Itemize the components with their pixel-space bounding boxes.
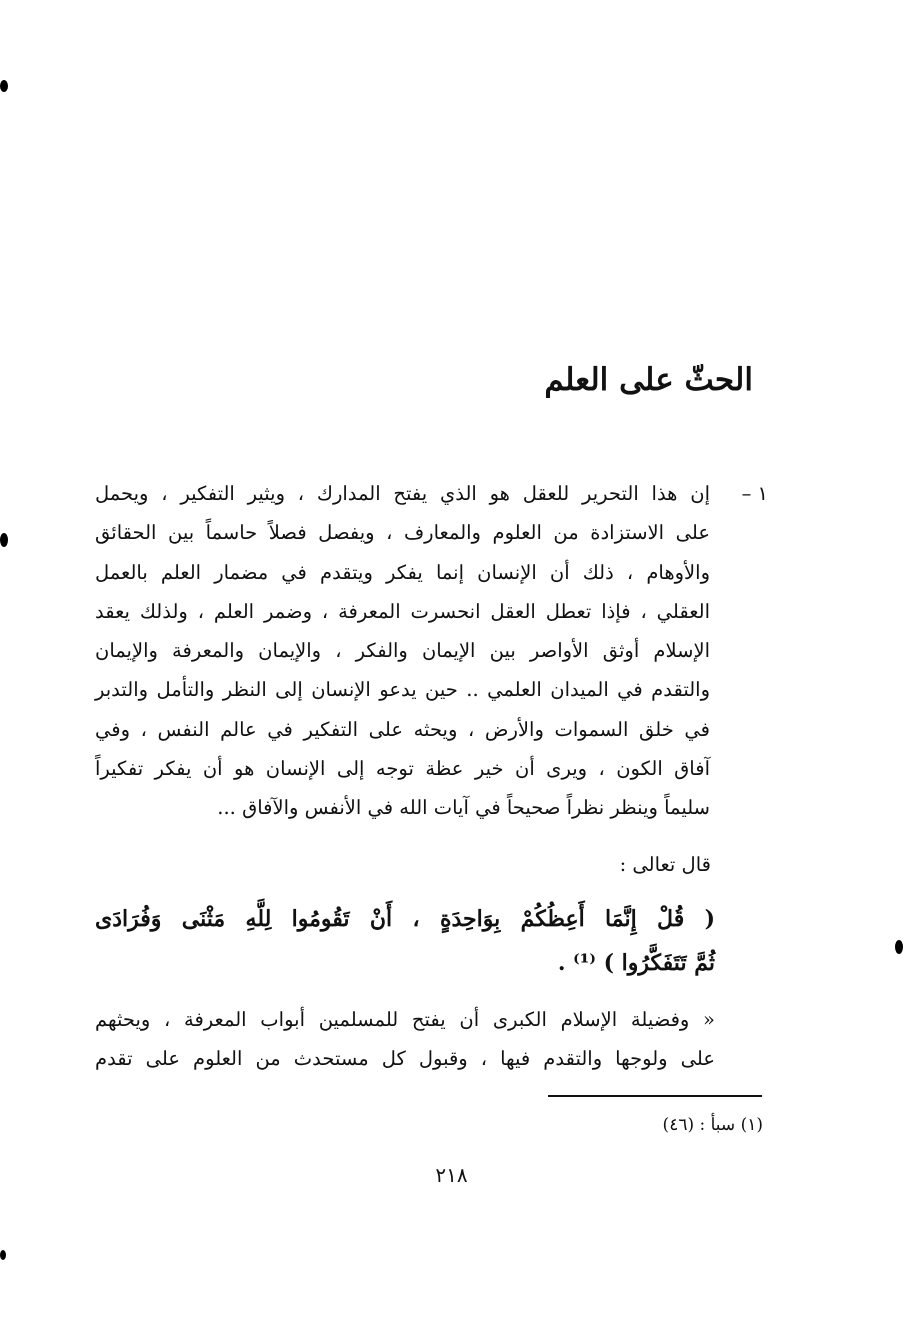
verse-line: ( قُلْ إِنَّمَا أَعِظُكُمْ بِوَاحِدَةٍ ، أَنْ تَقُومُوا لِلَّهِ مَثْنَى وَفُرَادَى [95,906,715,932]
quran-verse [95,897,715,985]
paragraph-line: إن هذا التحرير للعقل هو الذي يفتح المدارك ، ويثير التفكير ، ويحمل [95,482,710,505]
scan-mark-bottom-left [0,1250,6,1260]
paragraph-line: على الاستزادة من العلوم والمعارف ، ويفصل فصلاً حاسماً بين الحقائق [95,521,710,545]
footnote: (١) سبأ : (٤٦) [662,1115,763,1135]
paragraph-line: الإسلام أوثق الأواصر بين الإيمان والفكر ، والإيمان والمعرفة والإيمان [95,639,710,663]
section-title: الحثّ على العلم [544,362,753,398]
scan-mark-mid-left [0,533,8,547]
quran-intro: قال تعالى : [619,853,711,876]
page-number: ٢١٨ [435,1163,468,1187]
footnote-divider [548,1095,762,1097]
verse-line: ثُمَّ تَتَفَكَّرُوا ) ⁽¹⁾ . [557,950,715,976]
quote-line: « وفضيلة الإسلام الكبرى أن يفتح للمسلمين أبواب المعرفة ، ويحثهم [95,1008,715,1031]
paragraph-number: ١ – [741,482,768,505]
paragraph-line: آفاق الكون ، ويرى أن خير عظة توجه إلى الإنسان هو أن يفكر تفكيراً [95,757,710,781]
scan-mark-top-left [0,80,8,92]
paragraph-line: والأوهام ، ذلك أن الإنسان إنما يفكر ويتقدم في مضمار العلم بالعمل [95,560,710,584]
quote-line: على ولوجها والتقدم فيها ، وقبول كل مستحدث من العلوم على تقدم [95,1047,715,1071]
paragraph-1 [95,474,710,828]
scan-mark-right [895,940,903,954]
quote-paragraph [95,1000,715,1079]
paragraph-line: والتقدم في الميدان العلمي .. حين يدعو الإنسان إلى النظر والتأمل والتدبر [95,678,710,702]
paragraph-line: في خلق السموات والأرض ، ويحثه على التفكير في عالم النفس ، وفي [95,717,710,741]
paragraph-line: سليماً وينظر نظراً صحيحاً في آيات الله في الأنفس والآفاق ... [217,796,710,820]
paragraph-line: العقلي ، فإذا تعطل العقل انحسرت المعرفة ، وضمر العلم ، ولذلك يعقد [95,599,710,623]
